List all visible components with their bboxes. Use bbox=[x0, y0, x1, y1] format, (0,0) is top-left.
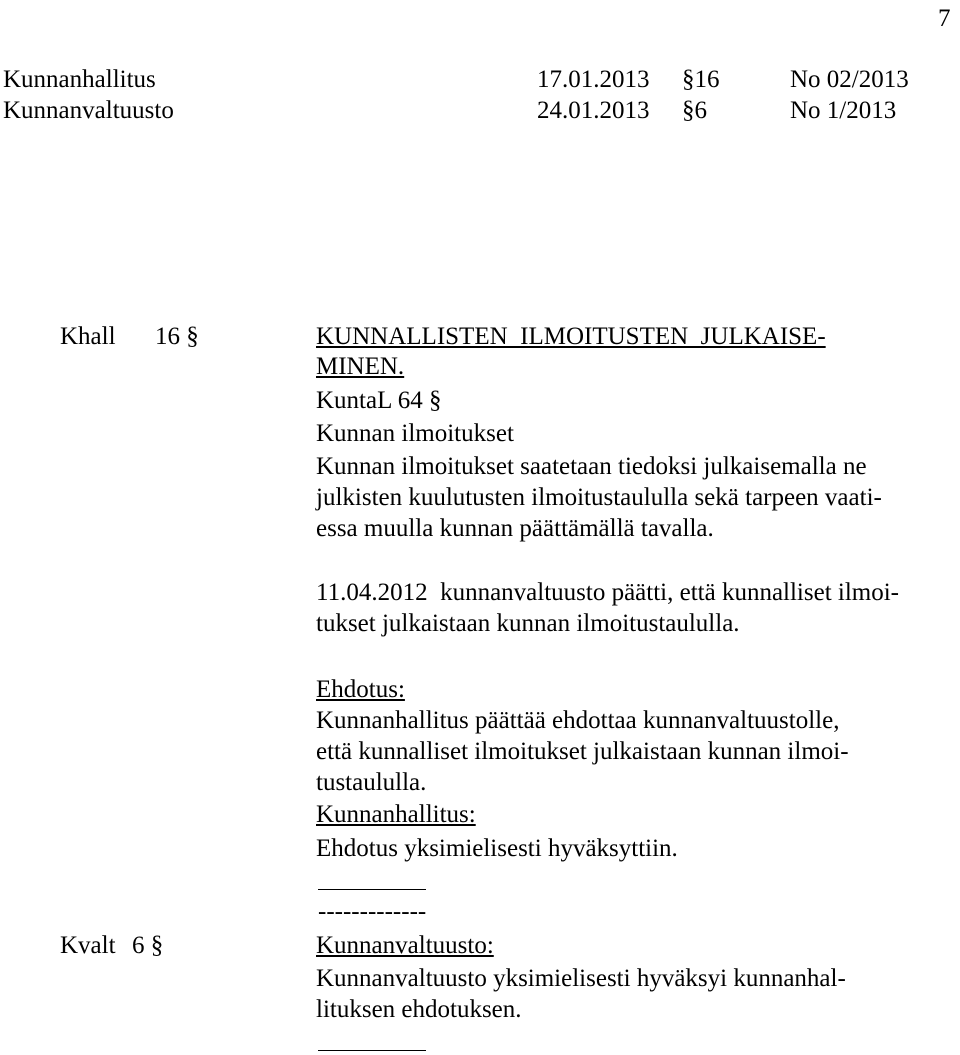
proposal-line2: että kunnalliset ilmoitukset julkaistaan kunnan ilmoi- bbox=[316, 738, 849, 765]
law-reference: KuntaL 64 § bbox=[316, 387, 442, 414]
paragraph1-line3: essa muulla kunnan päättämällä tavalla. bbox=[316, 515, 714, 542]
kvalt-decision-line1: Kunnanvaltuusto yksimielisesti hyväksyi kunnanhal- bbox=[316, 965, 846, 992]
header-number-1: No 02/2013 bbox=[790, 66, 909, 93]
header-body-2: Kunnanvaltuusto bbox=[3, 97, 174, 124]
item-title-line1: KUNNALLISTEN ILMOITUSTEN JULKAISE- bbox=[316, 323, 826, 350]
paragraph1-line1: Kunnan ilmoitukset saatetaan tiedoksi julkaisemalla ne bbox=[316, 453, 867, 480]
decision-heading: Kunnanhallitus: bbox=[316, 801, 476, 828]
header-date-1: 17.01.2013 bbox=[537, 66, 650, 93]
proposal-line3: tustaululla. bbox=[316, 769, 427, 796]
paragraph2-line1: 11.04.2012 kunnanvaltuusto päätti, että kunnalliset ilmoi- bbox=[316, 579, 900, 606]
khall-section: 16 § bbox=[155, 323, 199, 350]
proposal-heading: Ehdotus: bbox=[316, 676, 405, 703]
kvalt-label: Kvalt bbox=[60, 932, 116, 959]
khall-label: Khall bbox=[60, 323, 116, 350]
page-number: 7 bbox=[938, 5, 951, 32]
proposal-line1: Kunnanhallitus päättää ehdottaa kunnanvaltuustolle, bbox=[316, 707, 840, 734]
separator-line bbox=[318, 889, 426, 890]
paragraph1-line2: julkisten kuulutusten ilmoitustaululla sekä tarpeen vaati- bbox=[316, 484, 882, 511]
subheading: Kunnan ilmoitukset bbox=[316, 420, 514, 447]
header-number-2: No 1/2013 bbox=[790, 97, 897, 124]
header-date-2: 24.01.2013 bbox=[537, 97, 650, 124]
paragraph2-line2: tukset julkaistaan kunnan ilmoitustaululla. bbox=[316, 610, 740, 637]
header-body-1: Kunnanhallitus bbox=[3, 66, 156, 93]
item-title-line2: MINEN. bbox=[316, 353, 405, 380]
kvalt-section: 6 § bbox=[132, 932, 164, 959]
header-section-1: §16 bbox=[682, 66, 720, 93]
separator-dashes: ------------- bbox=[318, 898, 427, 925]
header-section-2: §6 bbox=[682, 97, 707, 124]
bottom-line bbox=[318, 1050, 426, 1051]
kvalt-decision-heading: Kunnanvaltuusto: bbox=[316, 932, 494, 959]
kvalt-decision-line2: lituksen ehdotuksen. bbox=[316, 996, 522, 1023]
decision-text: Ehdotus yksimielisesti hyväksyttiin. bbox=[316, 835, 678, 862]
